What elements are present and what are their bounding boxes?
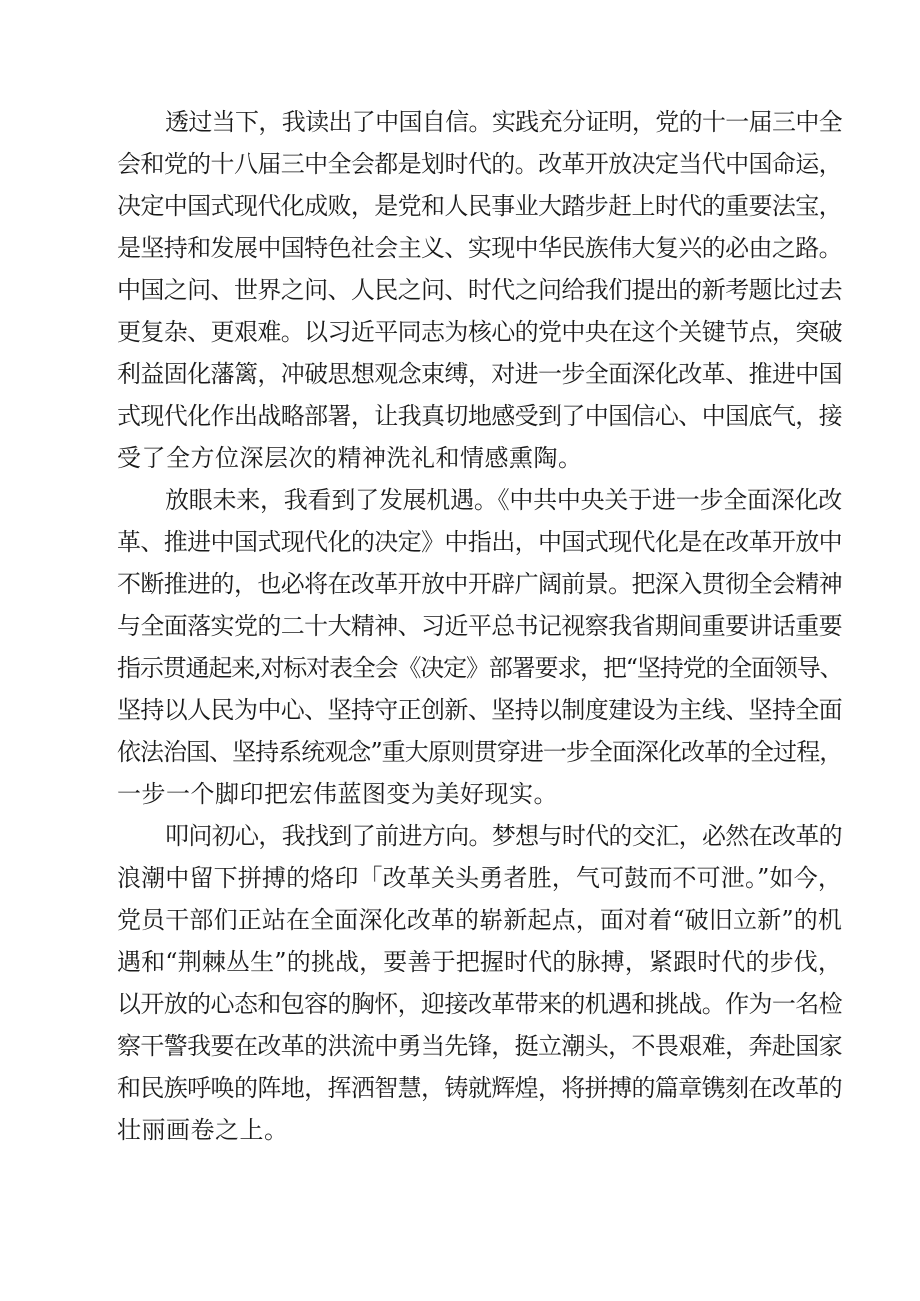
paragraph-line: 中国之问、世界之问、人民之问、时代之问给我们提出的新考题比过去 [117,276,842,304]
paragraph-line: 察干警我要在改革的洪流中勇当先锋，挺立潮头，不畏艰难，奔赴国家 [117,1032,842,1060]
paragraph-line: 放眼未来，我看到了发展机遇。《中共中央关于进一步全面深化改 [165,486,842,514]
paragraph-1 [117,101,842,479]
paragraph-line: 会和党的十八届三中全会都是划时代的。改革开放决定当代中国命运， [117,150,842,178]
paragraph-line: 与全面落实党的二十大精神、习近平总书记视察我省期间重要讲话重要 [117,612,842,640]
paragraph-line: 遇和“荆棘丛生”的挑战，要善于把握时代的脉搏，紧跟时代的步伐， [117,948,843,976]
paragraph-2 [117,479,842,815]
paragraph-line: 是坚持和发展中国特色社会主义、实现中华民族伟大复兴的必由之路。 [117,234,842,262]
paragraph-line: 决定中国式现代化成败，是党和人民事业大踏步赶上时代的重要法宝， [117,192,842,220]
document-body [117,101,842,1151]
paragraph-line: 浪潮中留下拼搏的烙印「改革关头勇者胜，气可鼓而不可泄。”如今， [117,864,842,892]
paragraph-line: 式现代化作出战略部署，让我真切地感受到了中国信心、中国底气，接 [117,402,842,430]
paragraph-3 [117,815,842,1151]
paragraph-line: 受了全方位深层次的精神洗礼和情感熏陶。 [117,444,583,472]
paragraph-line: 革、推进中国式现代化的决定》中指出，中国式现代化是在改革开放中 [117,528,842,556]
paragraph-line: 一步一个脚印把宏伟蓝图变为美好现实。 [117,780,558,808]
paragraph-line: 党员干部们正站在全面深化改革的崭新起点，面对着“破旧立新”的机 [117,906,843,934]
paragraph-line: 坚持以人民为中心、坚持守正创新、坚持以制度建设为主线、坚持全面 [117,696,842,724]
paragraph-line: 更复杂、更艰难。以习近平同志为核心的党中央在这个关键节点，突破 [117,318,842,346]
paragraph-line: 透过当下，我读出了中国自信。实践充分证明，党的十一届三中全 [165,108,842,136]
paragraph-line: 和民族呼唤的阵地，挥洒智慧，铸就辉煌，将拼搏的篇章镌刻在改革的 [117,1074,842,1102]
paragraph-line: 利益固化藩篱，冲破思想观念束缚，对进一步全面深化改革、推进中国 [117,360,842,388]
paragraph-line: 壮丽画卷之上。 [117,1116,289,1144]
paragraph-line: 叩问初心，我找到了前进方向。梦想与时代的交汇，必然在改革的 [165,822,842,850]
paragraph-line: 不断推进的，也必将在改革开放中开辟广阔前景。把深入贯彻全会精神 [117,570,842,598]
paragraph-line: 指示贯通起来,对标对表全会《决定》部署要求，把“坚持党的全面领导、 [117,654,843,682]
paragraph-line: 以开放的心态和包容的胸怀，迎接改革带来的机遇和挑战。作为一名检 [117,990,842,1018]
paragraph-line: 依法治国、坚持系统观念”重大原则贯穿进一步全面深化改革的全过程， [117,738,843,766]
